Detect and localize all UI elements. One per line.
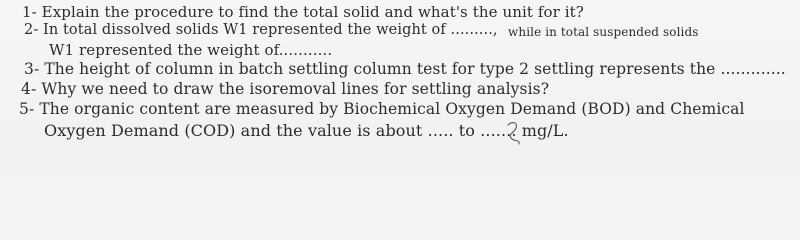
question-2-part-2: while in total suspended solids <box>508 25 699 39</box>
question-1: 1- Explain the procedure to find the total solid and what's the unit for it? <box>22 3 584 21</box>
question-5-continuation: Oxygen Demand (COD) and the value is about ..... to ....... mg/L. <box>44 121 569 140</box>
handwritten-mark-icon <box>502 119 526 147</box>
question-3: 3- The height of column in batch settling column test for type 2 settling represents the ............. <box>24 60 786 78</box>
question-4: 4- Why we need to draw the isoremoval lines for settling analysis? <box>21 80 550 98</box>
question-5: 5- The organic content are measured by Biochemical Oxygen Demand (BOD) and Chemical <box>19 100 745 118</box>
question-2-part-1: 2- In total dissolved solids W1 represented the weight of ........., <box>24 22 498 38</box>
question-2-continuation: W1 represented the weight of........... <box>49 41 333 59</box>
